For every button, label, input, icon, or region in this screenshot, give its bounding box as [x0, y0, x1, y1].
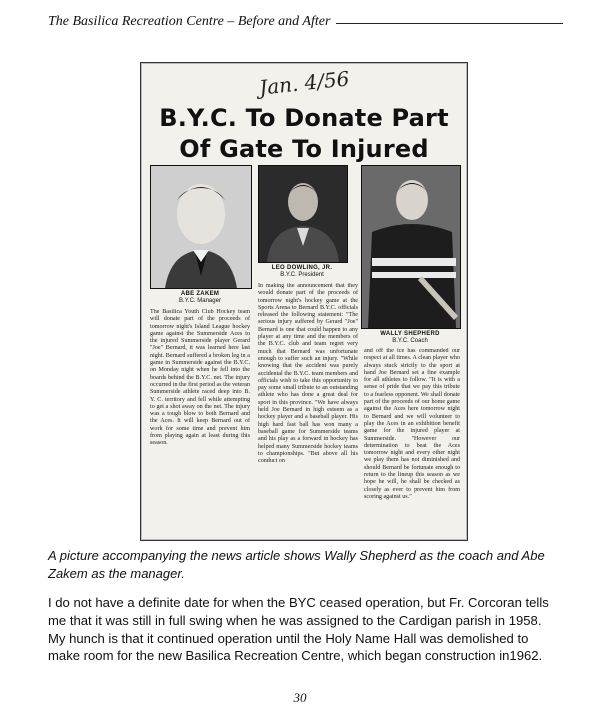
caption-role: B.Y.C. Coach — [392, 338, 428, 344]
running-title: The Basilica Recreation Centre – Before and After — [48, 14, 331, 29]
article-column-3: and off the ice has commanded our respect at all times. A clean player who always stuck strictly to the sport at hand Joe Bernard set a fine example for all athletes to follow. "It is with a sense of pride that we pay this tribute to a fearless opponent. We shall donate part of the proceeds of our home game against the Aces here tomorrow night to Bernard and we will volunteer to play the Aces in an exhibition benefit game for the injured player at Summerside. "However our determination to beat the Aces tomorrow night and every other night we play them has not diminished and should Bernard be fortunate enough to return to the lineup this season as we hope he will, he shall be checked as closely as ever to prevent him from scoring against us." — [364, 348, 460, 500]
caption-role: B.Y.C. Manager — [179, 298, 221, 304]
photo-caption-abe-zakem — [150, 291, 250, 305]
page-number: 30 — [293, 690, 307, 705]
header-rule — [336, 23, 563, 24]
clipping-headline: B.Y.C. To Donate Part Of Gate To Injured — [159, 104, 449, 163]
photo-caption-leo-dowling — [258, 265, 346, 279]
figure-caption: A picture accompanying the news article shows Wally Shepherd as the coach and Abe Zakem as the manager. — [48, 548, 545, 581]
caption-name: WALLY SHEPHERD — [380, 331, 440, 337]
newspaper-clipping — [140, 62, 468, 541]
article-column-1: The Basilica Youth Club Hockey team will donate part of the proceeds of tomorrow night's Island League hockey game against the Summerside Aces to the injured Summerside player Gerard "Joe" Bernard, it was learned here last night. Bernard suffered a broken leg in a game in Summerside against the B.Y.C. on Monday night when he fell into the boards behind the B.Y.C. net. The injury occurred in the first period as the veteran Summerside athlete raced deep into B. Y. C. territory and fell while attempting to get a shot away on the net. The injury was a tough blow to both Bernard and the Aces. It will keep Bernard out of work for some time and prevent him from playing again at least during this season. — [150, 309, 250, 447]
running-header — [48, 14, 563, 30]
article-column-2: In making the announcement that they would donate part of the proceeds of tomorrow night's hockey game at the Sports Arena to Bernard B.Y.C. officials released the following statement: "The serious injury suffered by Gerard "Joe" Bernard is one that could happen to any player at any time and the members of the B.Y.C. club and team regret very much that Bernard was unfortunate enough to suffer such an injury. "While knowing that the accident was purely accidental the B.Y.C. team members and officials wish to take this opportunity to pay some small tribute to an outstanding athlete who has done a great deal for sport in this province. "We have always held Joe Bernard in high esteem as a hockey player and a baseball player. His high hard fast ball has won many a baseball game for Summerside teams and his play as a forward in hockey has helped many Summerside hockey teams to championships. "But above all his conduct on — [258, 283, 358, 465]
caption-role: B.Y.C. President — [280, 272, 324, 278]
caption-name: ABE ZAKEM — [180, 291, 220, 297]
photo-leo-dowling — [258, 165, 348, 263]
photo-wally-shepherd — [361, 165, 461, 329]
caption-name: LEO DOWLING, JR. — [271, 265, 333, 271]
photo-caption-wally-shepherd — [361, 331, 459, 345]
body-paragraph: I do not have a definite date for when the BYC ceased operation, but Fr. Corcoran tells me that it was still in full swing when he was assigned to the Cardigan parish in 1958. My hunch is that it continued operation until the Holy Name Hall was demolished to make room for the new Basilica Recreation Centre, which began construction in1962. — [48, 595, 549, 664]
handwritten-date: Jan. 4/56 — [257, 66, 351, 100]
photo-abe-zakem — [150, 165, 252, 289]
